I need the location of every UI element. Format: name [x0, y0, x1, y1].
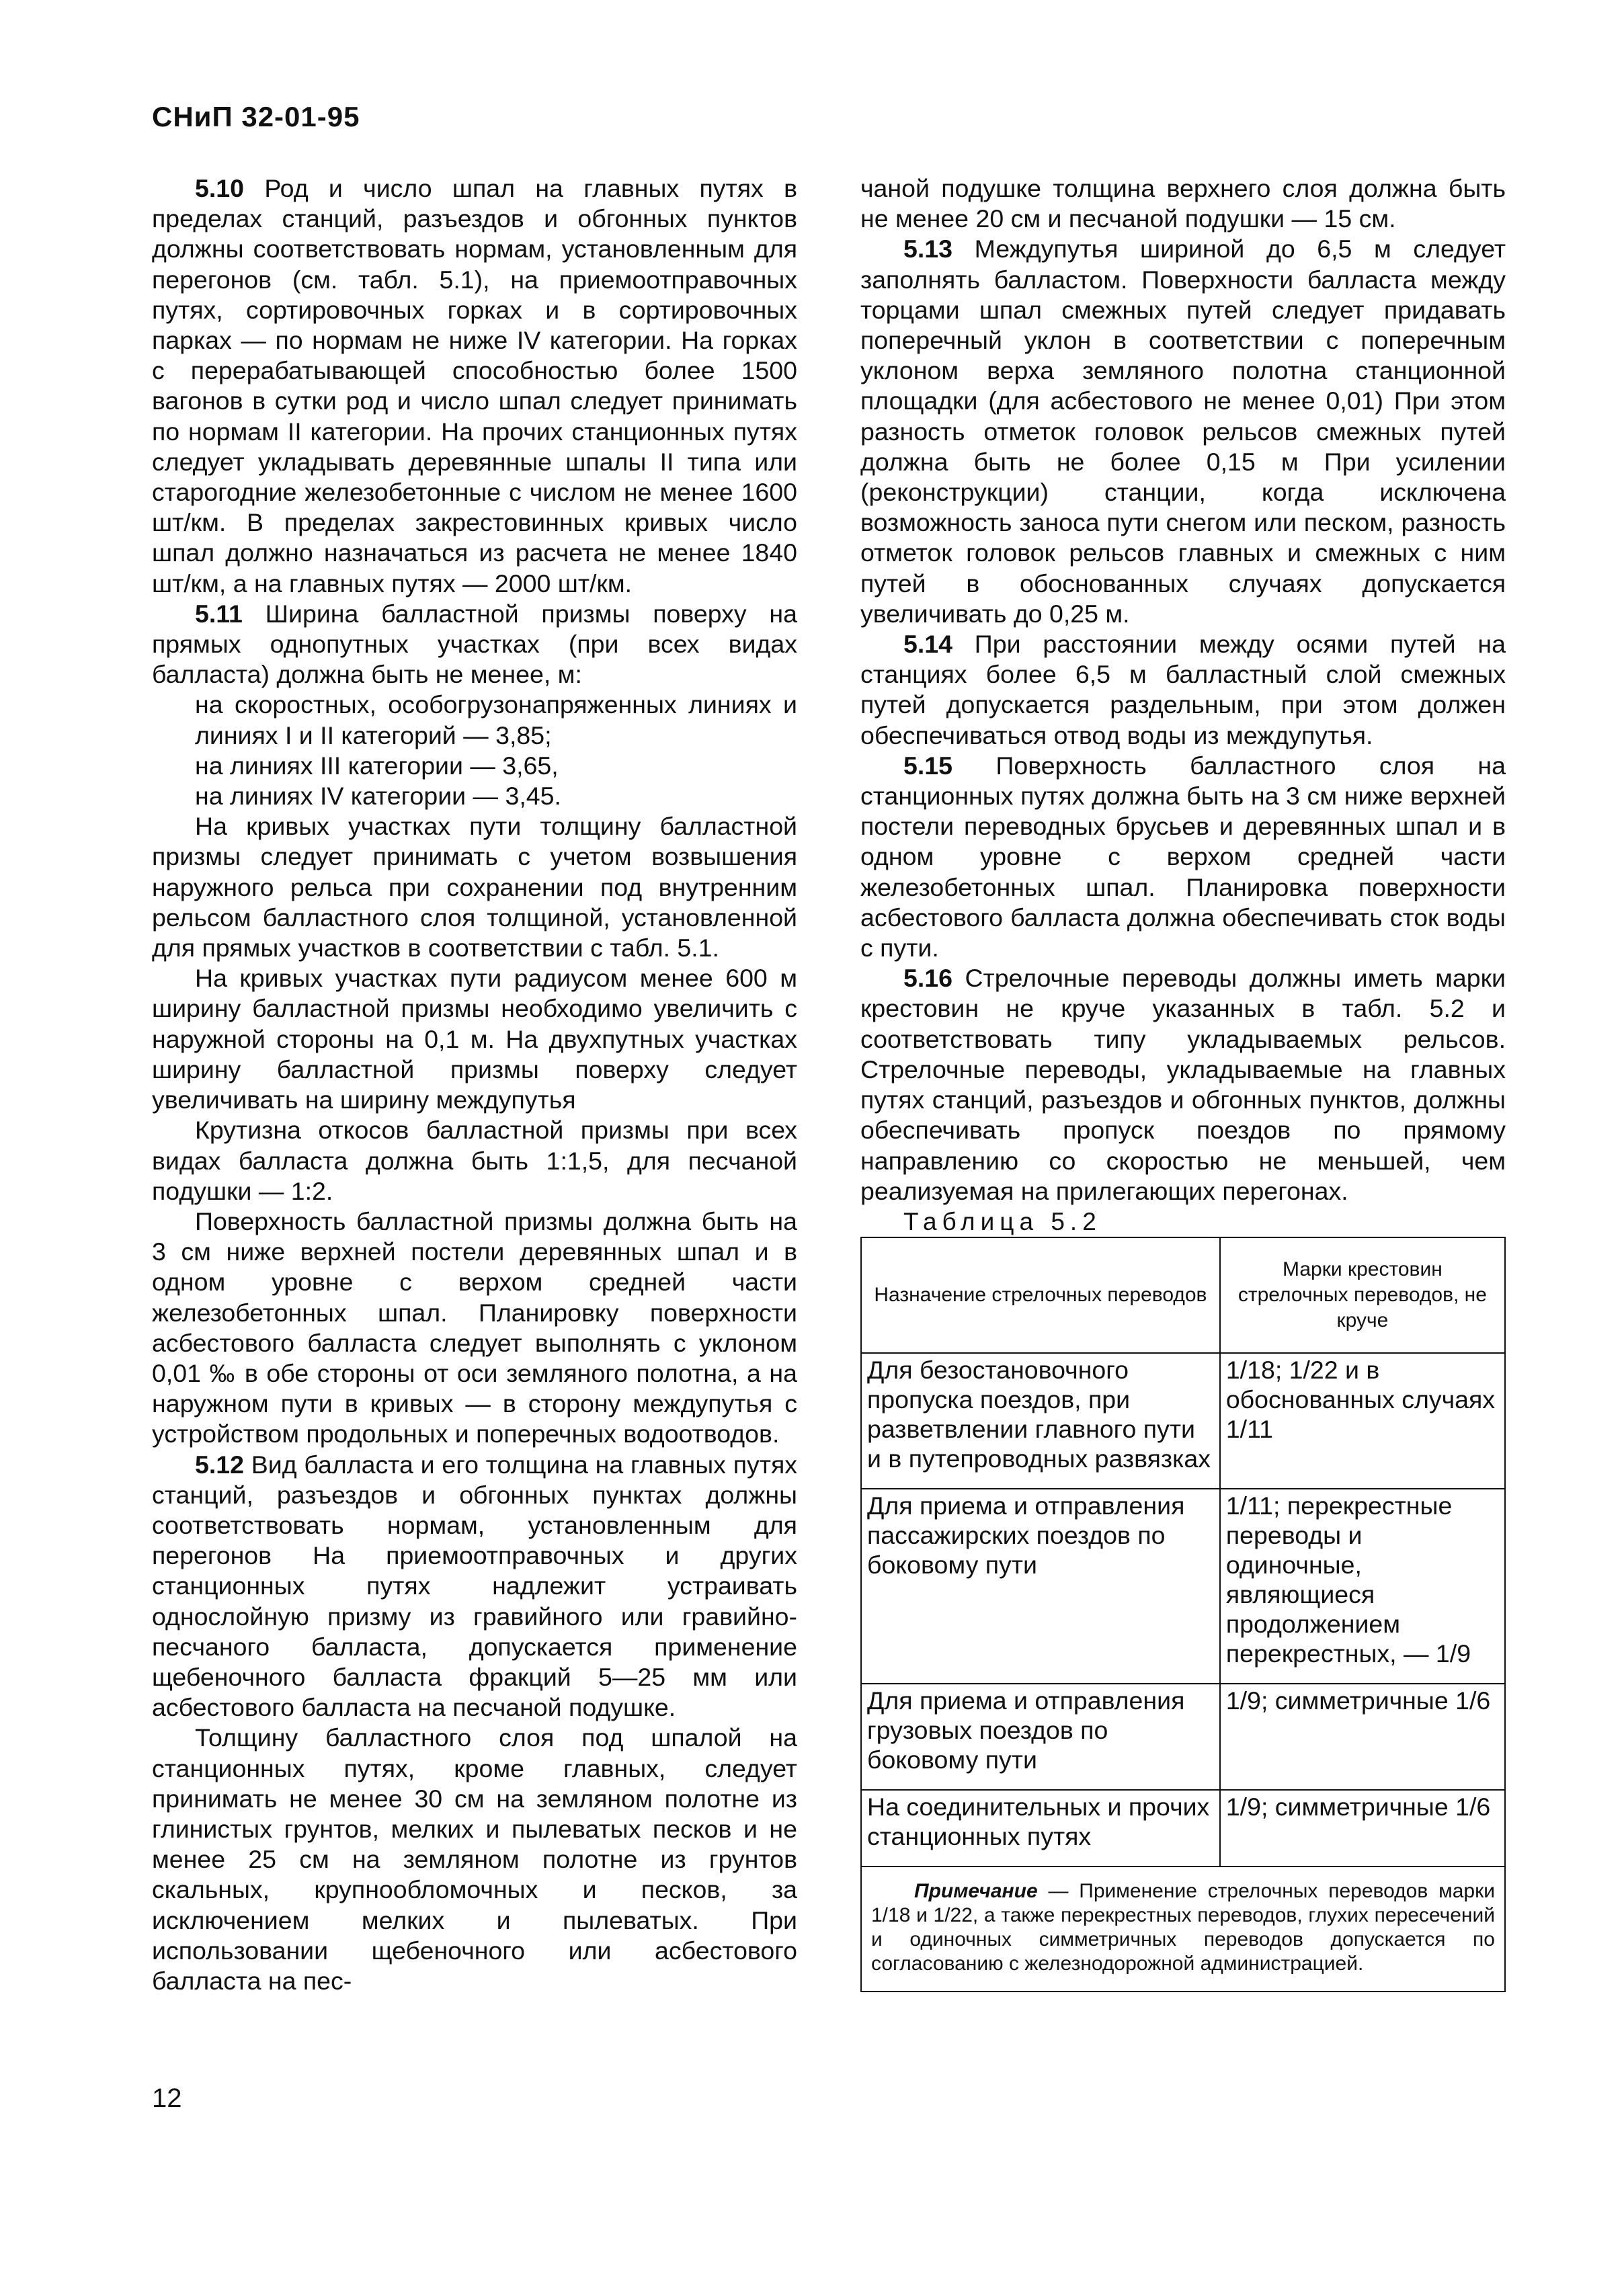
clause-5-14	[860, 629, 1506, 751]
paragraph: Поверхность балластной призмы должна быть на 3 см ниже верхней постели деревянных шпал и в одном уровне с верхом средней части железобетонных шпал. Планировку поверхности асбестового балласта следует выполнять с уклоном 0,01 ‰ в обе стороны от оси земляного полотна, а на наружном пути в кривых — в сторону междупутья с устройством продольных и поперечных водоотводов.	[152, 1206, 797, 1448]
clause-text: Поверхность балластного слоя на станционных путях должна быть на 3 см ниже верхней постели переводных брусьев и деревянных шпал и в одном уровне с верхом средней части железобетонных шпал. Планировка поверхности асбестового балласта должна обеспечивать сток воды с пути.	[860, 751, 1506, 962]
clause-text: Вид балласта и его толщина на главных путях станций, разъездов и обгонных пунктах должны соответствовать нормам, установленным для перегонов На приемоотправочных и других станционных путях надлежит устраивать однослойную призму из гравийного или гравийно-песчаного балласта, допускается применение щебеночного балласта фракций 5—25 мм или асбестового балласта на песчаной подушке.	[152, 1450, 797, 1722]
table-cell: 1/11; перекрестные переводы и одиночные, являющиеся продолжением перекрестных, — 1/9	[1220, 1489, 1505, 1684]
table-cell: Для приема и отправления пассажирских поездов по боковому пути	[861, 1489, 1220, 1684]
table-row	[861, 1790, 1505, 1867]
table-row	[861, 1489, 1505, 1684]
list-item: на линиях IV категории — 3,45.	[195, 782, 561, 811]
clause-number: 5.13	[903, 235, 952, 263]
clause-5-15	[860, 751, 1506, 963]
clause-5-11	[152, 599, 797, 690]
table-caption: Таблица 5.2	[903, 1207, 1102, 1235]
clause-text: Стрелочные переводы должны иметь марки крестовин не круче указанных в табл. 5.2 и соответствовать типу укладываемых рельсов. Стрелочные переводы, укладываемые на главных путях станций, разъездов и обгонных пунктов, должны обеспечивать пропуск поездов по прямому направлению со скоростью не меньшей, чем реализуемая на прилегающих перегонах.	[860, 964, 1506, 1205]
table-cell: 1/18; 1/22 и в обоснованных случаях 1/11	[1220, 1353, 1505, 1489]
column-header: Назначение стрелочных переводов	[861, 1237, 1220, 1353]
clause-text: Род и число шпал на главных путях в пределах станций, разъездов и обгонных пунктов должны соответствовать нормам, установленным для перегонов (см. табл. 5.1), на приемоотправочных путях, сортировочных горках и в сортировочных парках — по нормам не ниже IV категории. На горках с перерабатывающей способностью более 1500 вагонов в сутки род и число шпал следует принимать по нормам II категории. На прочих станционных путях следует укладывать деревянные шпалы II типа или старогодние железобетонные с числом не менее 1600 шт/км. В пределах закрестовинных кривых число шпал должно назначаться из расчета не менее 1840 шт/км, а на главных путях — 2000 шт/км.	[152, 174, 797, 598]
table-cell: Для безостановочного пропуска поездов, при разветвлении главного пути и в путепроводных развязках	[861, 1353, 1220, 1489]
table-cell: 1/9; симметричные 1/6	[1220, 1790, 1505, 1867]
clause-number: 5.16	[903, 964, 952, 993]
clause-text: Ширина балластной призмы поверху на прямых однопутных участках (при всех видах балласта) должна быть не менее, м:	[152, 599, 797, 689]
column-header: Марки крестовин стрелочных переводов, не круче	[1220, 1237, 1505, 1353]
document-code: СНиП 32-01-95	[152, 101, 360, 132]
clause-5-10	[152, 173, 797, 599]
clause-number: 5.12	[195, 1450, 244, 1479]
left-column	[152, 173, 797, 1996]
table-row	[861, 1353, 1505, 1489]
clause-5-16	[860, 963, 1506, 1206]
page-number: 12	[152, 2084, 182, 2113]
paragraph: На кривых участках пути радиусом менее 600 м ширину балластной призмы необходимо увеличить с наружной стороны на 0,1 м. На двухпутных участках ширину балластной призмы поверху следует увеличивать на ширину междупутья	[152, 964, 797, 1114]
table-row	[861, 1684, 1505, 1790]
note-label: Примечание	[914, 1880, 1038, 1903]
clause-text: Междупутья шириной до 6,5 м следует заполнять балластом. Поверхности балласта между торцами шпал смежных путей следует придавать поперечный уклон в соответствии с поперечным уклоном верха земляного полотна станционной площадки (для асбестового не менее 0,01) При этом разность отметок головок рельсов смежных путей должна быть не более 0,15 м При усилении (реконструкции) станции, когда исключена возможность заноса пути снегом или песком, разность отметок головок рельсов главных и смежных с ним путей в обоснованных случаях допускается увеличивать до 0,25 м.	[860, 235, 1506, 628]
table-note-row	[861, 1867, 1505, 1992]
turnout-table	[860, 1237, 1506, 1992]
table-cell: На соединительных и прочих станционных путях	[861, 1790, 1220, 1867]
clause-number: 5.11	[195, 599, 243, 628]
table-cell: 1/9; симметричные 1/6	[1220, 1684, 1505, 1790]
clause-number: 5.14	[903, 630, 952, 659]
paragraph-continuation: чаной подушке толщина верхнего слоя должна быть не менее 20 см и песчаной подушки — 15 см.	[860, 174, 1506, 233]
clause-number: 5.10	[195, 174, 244, 202]
table-header-row	[861, 1237, 1505, 1353]
table-cell: Для приема и отправления грузовых поездов по боковому пути	[861, 1684, 1220, 1790]
clause-number: 5.15	[903, 751, 952, 780]
list-item: на линиях III категории — 3,65,	[195, 751, 559, 780]
paragraph: Толщину балластного слоя под шпалой на станционных путях, кроме главных, следует принимать не менее 30 см на земляном полотне из глинистых грунтов, мелких и пылеватых песков и не менее 25 см на земляном полотне из грунтов скальных, крупнообломочных и песков, за исключением мелких и пылеватых. При использовании щебеночного или асбестового балласта на пес-	[152, 1723, 797, 1995]
table-note	[861, 1867, 1505, 1992]
clause-5-13	[860, 234, 1506, 629]
clause-text: При расстоянии между осями путей на станциях более 6,5 м балластный слой смежных путей допускается раздельным, при этом должен обеспечиваться отвод воды из междупутья.	[860, 630, 1506, 749]
paragraph: Крутизна откосов балластной призмы при всех видах балласта должна быть 1:1,5, для песчаной подушки — 1:2.	[152, 1116, 797, 1205]
clause-5-12	[152, 1450, 797, 1723]
note-text: — Применение стрелочных переводов марки 1/18 и 1/22, а также перекрестных переводов, глухих пересечений и одиночных симметричных переводов допускается по согласованию с железнодорожной администрацией.	[871, 1880, 1495, 1975]
right-column	[860, 173, 1506, 1992]
list-item: на скоростных, особогрузонапряженных линиях и линиях I и II категорий — 3,85;	[195, 690, 797, 749]
paragraph: На кривых участках пути толщину балластной призмы следует принимать с учетом возвышения наружного рельса при сохранении под внутренним рельсом балластного слоя толщиной, установленной для прямых участков в соответствии с табл. 5.1.	[152, 812, 797, 962]
